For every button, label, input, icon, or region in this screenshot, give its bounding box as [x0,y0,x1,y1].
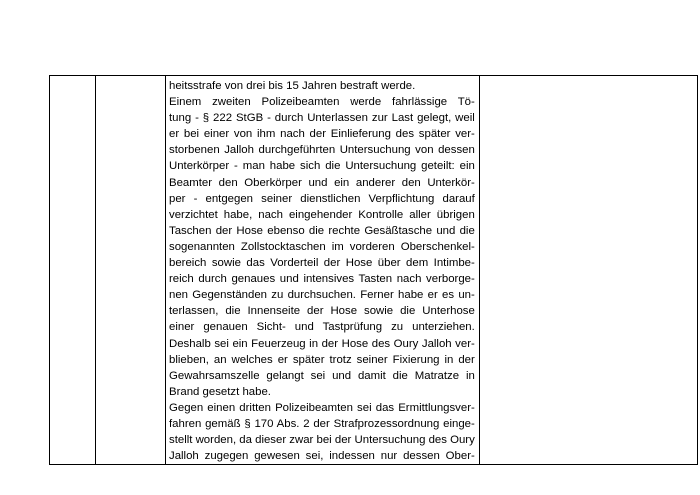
text-line: tung - § 222 StGB - durch Unterlassen zur Last gelegt, weil [169,112,475,125]
text-line: Gewahrsamszelle gelangt sei und damit die Matratze in [169,369,475,382]
text-line: Jalloh zugegen gewesen sei, indessen nur dessen Ober- [169,450,475,463]
text-line: stellt worden, da dieser zwar bei der Untersuchung des Oury [169,434,475,447]
paragraph-3 [169,400,475,464]
text-line: storbenen Jalloh durchgeführten Untersuchung von dessen [169,144,475,157]
table-cell-empty [96,76,166,465]
text-line: blieben, an welches er später trotz seiner Fixierung in der [169,353,475,366]
text-line: nen Gegenständen zu durchsuchen. Ferner habe er es un- [169,289,475,302]
text-line: Deshalb sei ein Feuerzeug in der Hose des Oury Jalloh ver- [169,337,475,350]
text-line: bereich sowie das Vorderteil der Hose über dem Intimbe- [169,257,475,270]
text-line: Unterkörper - man habe sich die Untersuchung geteilt: ein [169,160,475,173]
text-line: Taschen der Hose ebenso die rechte Gesäßtasche und die [169,224,475,237]
paragraph-2 [169,94,475,400]
table-cell-empty [479,76,697,465]
text-line: per - entgegen seiner dienstlichen Verpflichtung darauf [169,192,475,205]
text-line: verzichtet habe, nach eingehender Kontrolle aller übrigen [169,208,475,221]
text-line: er bei einer von ihm nach der Einlieferung des später ver- [169,128,475,141]
text-line: Brand gesetzt habe. [169,385,271,398]
text-line: heitsstrafe von drei bis 15 Jahren bestraft werde. [169,80,416,92]
text-line: reich durch genaues und intensives Tasten nach verborge- [169,273,475,286]
document-table [49,75,698,465]
paragraph-1 [169,78,475,94]
text-line: Beamter den Oberkörper und ein anderer den Unterkör- [169,176,475,189]
text-line: fahren gemäß § 170 Abs. 2 der Strafprozessordnung einge- [169,417,475,430]
table-cell-text [166,76,480,465]
table-row [50,76,698,465]
text-line: terlassen, die Innenseite der Hose sowie die Unterhose [169,305,475,318]
table-cell-empty [50,76,96,465]
text-line: Gegen einen dritten Polizeibeamten sei das Ermittlungsver- [169,401,475,414]
text-line: sogenannten Zollstocktaschen im vorderen Oberschenkel- [169,240,475,253]
text-line: einer genauen Sicht- und Tastprüfung zu unterziehen. [169,321,475,334]
text-line: Einem zweiten Polizeibeamten werde fahrlässige Tö- [169,96,475,109]
